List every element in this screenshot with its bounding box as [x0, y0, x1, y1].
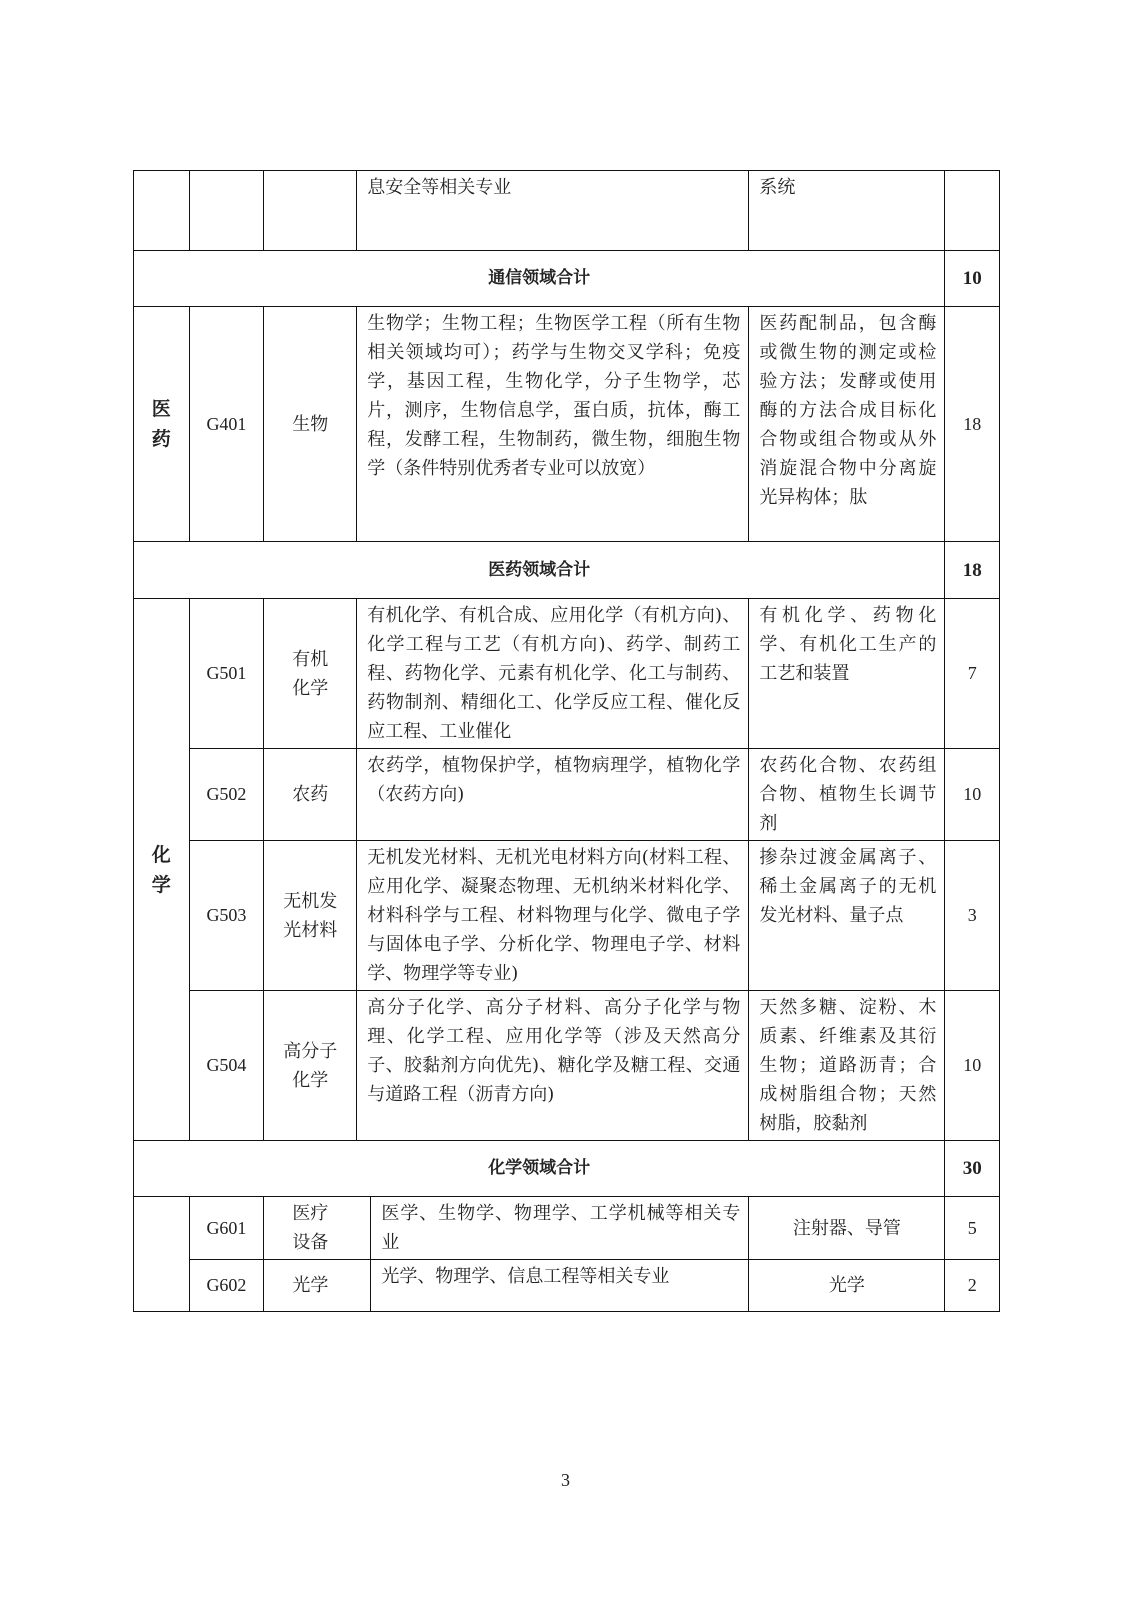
table-row-subtotal-huaxue: [134, 1141, 1000, 1197]
tech-scope-cell: 光学: [749, 1260, 945, 1312]
subtotal-value: 10: [945, 251, 1000, 307]
subtotal-value: 30: [945, 1141, 1000, 1197]
name-cell: 高分子 化学: [264, 991, 357, 1141]
major-cell: 生物学；生物工程；生物医学工程（所有生物相关领域均可）；药学与生物交叉学科；免疫学，基因工程，生物化学，分子生物学，芯片，测序，生物信息学，蛋白质，抗体，酶工程，发酵工程，生物制药，微生物，细胞生物学（条件特别优秀者专业可以放宽）: [357, 307, 749, 542]
name-cell: [264, 171, 357, 251]
major-cell: 光学、物理学、信息工程等相关专业: [371, 1260, 749, 1312]
major-cell: 高分子化学、高分子材料、高分子化学与物理、化学工程、应用化学等（涉及天然高分子、胶黏剂方向优先)、糖化学及糖工程、交通与道路工程（沥青方向): [357, 991, 749, 1141]
tech-scope-cell: 农药化合物、农药组合物、植物生长调节剂: [749, 749, 945, 841]
field-cell-chemistry: 化 学: [134, 599, 190, 1141]
subtotal-label: 化学领域合计: [134, 1141, 945, 1197]
field-cell: [134, 171, 190, 251]
major-cell: 医学、生物学、物理学、工学机械等相关专业: [371, 1197, 749, 1260]
table-row-continued: [134, 171, 1000, 251]
table-row-subtotal-tongxin: [134, 251, 1000, 307]
table-row-g501: [134, 599, 1000, 749]
tech-scope-cell: 系统: [749, 171, 945, 251]
tech-scope-cell: 医药配制品，包含酶或微生物的测定或检验方法；发酵或使用酶的方法合成目标化合物或组合物或从外消旋混合物中分离旋光异构体；肽: [749, 307, 945, 542]
table-row-g401: [134, 307, 1000, 542]
code-cell: G401: [189, 307, 264, 542]
code-cell: G504: [189, 991, 264, 1141]
tech-scope-cell: 掺杂过渡金属离子、稀土金属离子的无机发光材料、量子点: [749, 841, 945, 991]
recruitment-table: [133, 170, 1000, 1312]
table-row-subtotal-yiyao: [134, 542, 1000, 599]
name-cell: 无机发 光材料: [264, 841, 357, 991]
count-cell: 3: [945, 841, 1000, 991]
count-cell: [945, 171, 1000, 251]
code-cell: G503: [189, 841, 264, 991]
tech-scope-cell: 有机化学、药物化学、有机化工生产的工艺和装置: [749, 599, 945, 749]
count-cell: 10: [945, 991, 1000, 1141]
count-cell: 7: [945, 599, 1000, 749]
table-row-g503: [134, 841, 1000, 991]
code-cell: G502: [189, 749, 264, 841]
subtotal-value: 18: [945, 542, 1000, 599]
major-cell: 有机化学、有机合成、应用化学（有机方向)、化学工程与工艺（有机方向)、药学、制药工程、药物化学、元素有机化学、化工与制药、药物制剂、精细化工、化学反应工程、催化反应工程、工业催化: [357, 599, 749, 749]
name-cell: 医疗 设备: [264, 1197, 371, 1260]
table-row-g504: [134, 991, 1000, 1141]
code-cell: G601: [189, 1197, 264, 1260]
major-cell: 农药学，植物保护学，植物病理学，植物化学（农药方向): [357, 749, 749, 841]
field-cell-empty: [134, 1197, 190, 1312]
field-cell-medicine: 医 药: [134, 307, 190, 542]
tech-scope-cell: 天然多糖、淀粉、木质素、纤维素及其衍生物；道路沥青；合成树脂组合物；天然树脂，胶黏剂: [749, 991, 945, 1141]
major-cell: 无机发光材料、无机光电材料方向(材料工程、应用化学、凝聚态物理、无机纳米材料化学、材料科学与工程、材料物理与化学、微电子学与固体电子学、分析化学、物理电子学、材料学、物理学等专业): [357, 841, 749, 991]
code-cell: G602: [189, 1260, 264, 1312]
code-cell: G501: [189, 599, 264, 749]
count-cell: 2: [945, 1260, 1000, 1312]
code-cell: [189, 171, 264, 251]
major-cell: 息安全等相关专业: [357, 171, 749, 251]
name-cell: 生物: [264, 307, 357, 542]
name-cell: 光学: [264, 1260, 371, 1312]
name-cell: 有机 化学: [264, 599, 357, 749]
count-cell: 10: [945, 749, 1000, 841]
count-cell: 5: [945, 1197, 1000, 1260]
tech-scope-cell: 注射器、导管: [749, 1197, 945, 1260]
subtotal-label: 医药领域合计: [134, 542, 945, 599]
table-row-g602: [134, 1260, 1000, 1312]
count-cell: 18: [945, 307, 1000, 542]
table-row-g601: [134, 1197, 1000, 1260]
table-row-g502: [134, 749, 1000, 841]
page-number: 3: [561, 1470, 570, 1490]
name-cell: 农药: [264, 749, 357, 841]
subtotal-label: 通信领域合计: [134, 251, 945, 307]
